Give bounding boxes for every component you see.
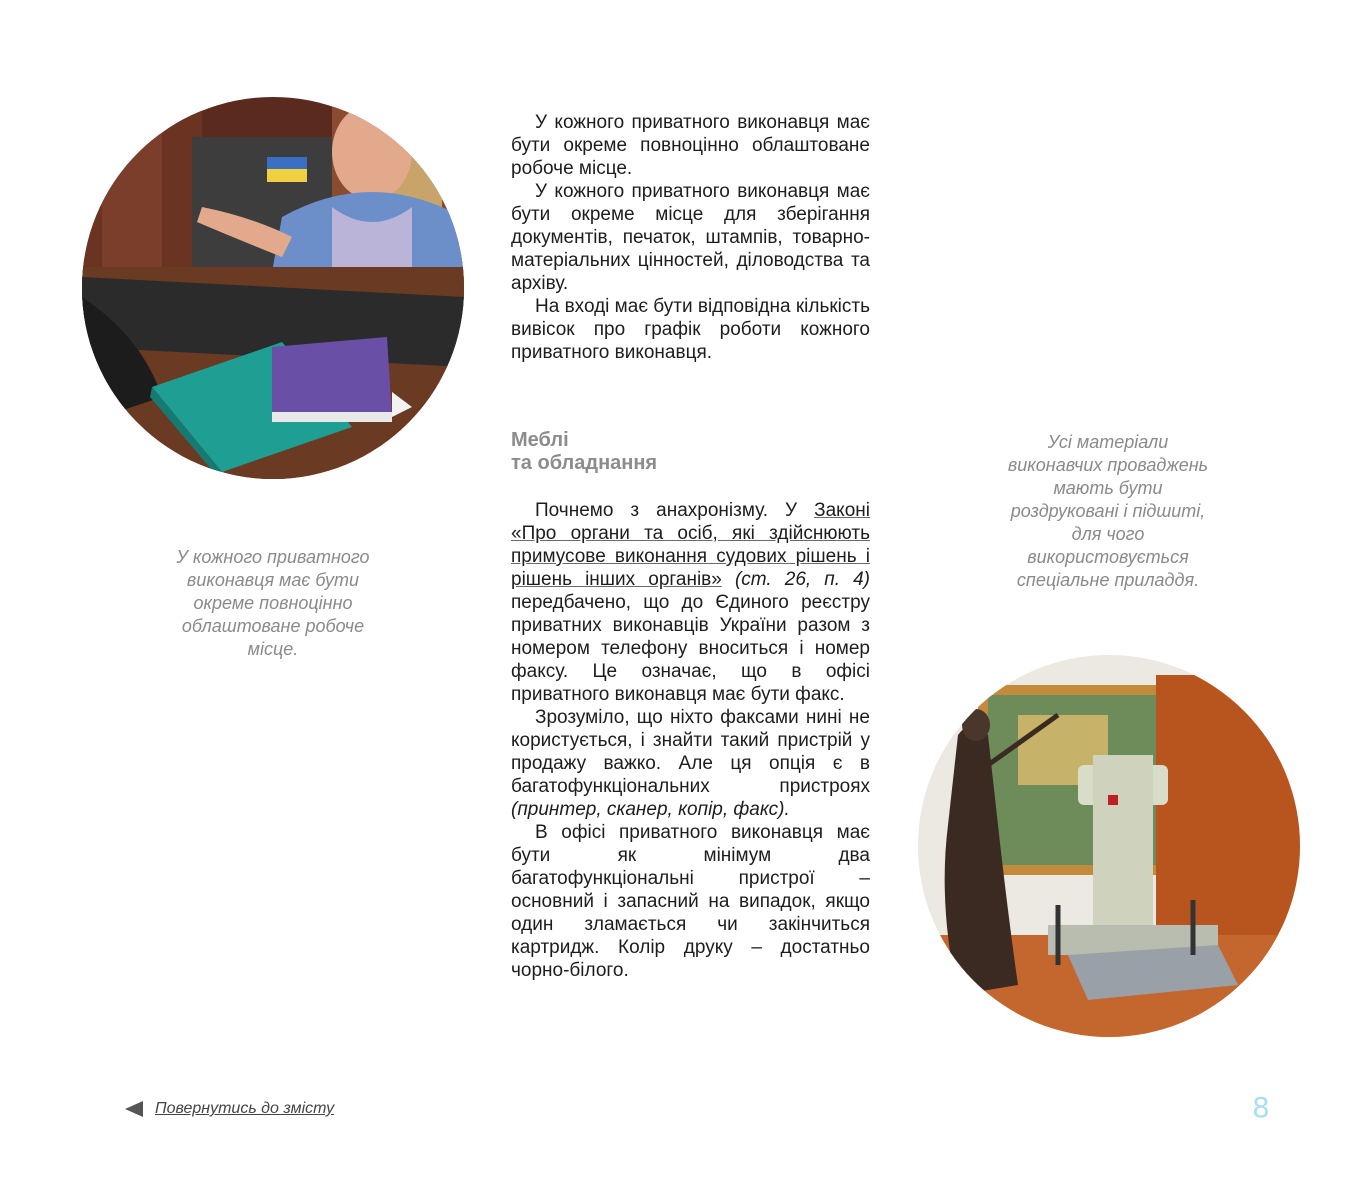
photo-caption-left: У кожного приватного виконавця має бути окреме повноцінно облаштоване робоче місце. <box>176 547 370 659</box>
section-heading <box>511 429 870 475</box>
paragraph <box>511 499 870 706</box>
paragraph: В офісі приватного виконавця має бути як мінімум два багатофункціональні пристрої – основний і запасний на випадок, якщо один зламається чи закінчиться картридж. Колір друку – достатньо чорно-білого. <box>511 822 870 981</box>
paragraph <box>511 706 870 821</box>
text-span: Почнемо з анахронізму. У <box>535 500 815 521</box>
paragraph: На вході має бути відповідна кількість вивісок про графік роботи кожного приватного виконавця. <box>511 296 870 363</box>
office-desk-photo <box>82 97 464 479</box>
binding-machine-photo <box>918 655 1300 1037</box>
intro-text <box>511 111 870 364</box>
back-link-label: Повернутись до змісту <box>155 1100 335 1117</box>
paragraph: У кожного приватного виконавця має бути окреме повноцінно облаштоване робоче місце. <box>511 112 870 179</box>
furniture-text <box>511 499 870 982</box>
page-number: 8 <box>1252 1091 1270 1124</box>
text-span: Зрозуміло, що ніхто факсами нині не користується, і знайти такий пристрій у продажу важко. Але ця опція є в багатофункціональних пристроях <box>511 707 870 797</box>
device-list: (принтер, сканер, копір, факс). <box>511 799 790 820</box>
article-reference: (ст. 26, п. 4) <box>734 569 870 590</box>
back-to-contents-link[interactable] <box>125 1098 334 1120</box>
back-arrow-icon <box>125 1101 143 1117</box>
text-span: передбачено, що до Єдиного реєстру приватних виконавців України разом з номером телефону вноситься і номер факсу. Це означає, що в офісі приватного виконавця має бути факс. <box>511 592 870 705</box>
paragraph: У кожного приватного виконавця має бути окреме місце для зберігання документів, печаток, штампів, товарно-матеріальних цінностей, діловодства та архіву. <box>511 181 870 294</box>
law-link[interactable]: Законі «Про органи та осіб, які здійснюють примусове виконання судових рішень і рішень інших органів» <box>511 500 870 590</box>
section-heading-line: Меблі <box>511 429 569 451</box>
photo-caption-right: Усі матеріали виконавчих проваджень мають бути роздруковані і підшиті, для чого використовується спеціальне приладдя. <box>1007 432 1209 590</box>
section-heading-line: та обладнання <box>511 452 658 474</box>
